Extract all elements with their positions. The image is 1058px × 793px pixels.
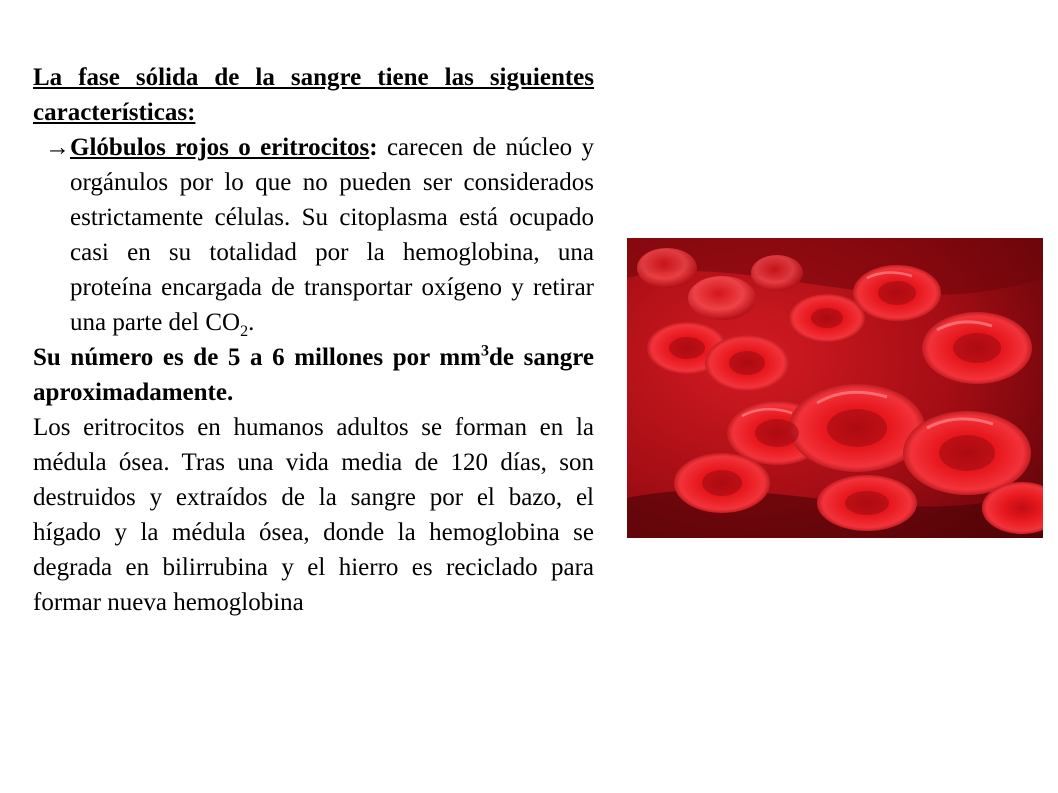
- text-column: [33, 60, 594, 620]
- cubic-superscript: 3: [481, 342, 490, 360]
- red-blood-cells-illustration: [627, 238, 1043, 538]
- red-blood-cells-image: [627, 238, 1043, 538]
- bullet-colon: :: [369, 134, 378, 161]
- count-text-a: Su número es de 5 a 6 millones por mm: [33, 344, 482, 371]
- bullet-term: Glóbulos rojos o eritrocitos: [70, 134, 370, 161]
- bullet-red-cells: [33, 130, 594, 340]
- bullet-end: .: [248, 309, 255, 336]
- arrow-right-icon: →: [45, 134, 70, 161]
- heading: La fase sólida de la sangre tiene las siguientes características:: [33, 64, 594, 126]
- bullet-text: carecen de núcleo y orgánulos por lo que no pueden ser considerados estrictamente células. Su citoplasma está ocupado casi en su totalidad por la hemoglobina, una proteína encargada de transportar oxígeno y retirar una parte del CO: [70, 134, 595, 336]
- count-statement: [33, 340, 594, 410]
- paragraph-lifecycle: Los eritrocitos en humanos adultos se forman en la médula ósea. Tras una vida media de 120 días, son destruidos y extraídos de la sangre por el bazo, el hígado y la médula ósea, donde la hemoglobina se degrada en bilirrubina y el hierro es reciclado para formar nueva hemoglobina: [33, 414, 594, 616]
- count-text-b: de sangre aproximadamente.: [33, 344, 594, 406]
- co2-subscript: 2: [240, 323, 249, 340]
